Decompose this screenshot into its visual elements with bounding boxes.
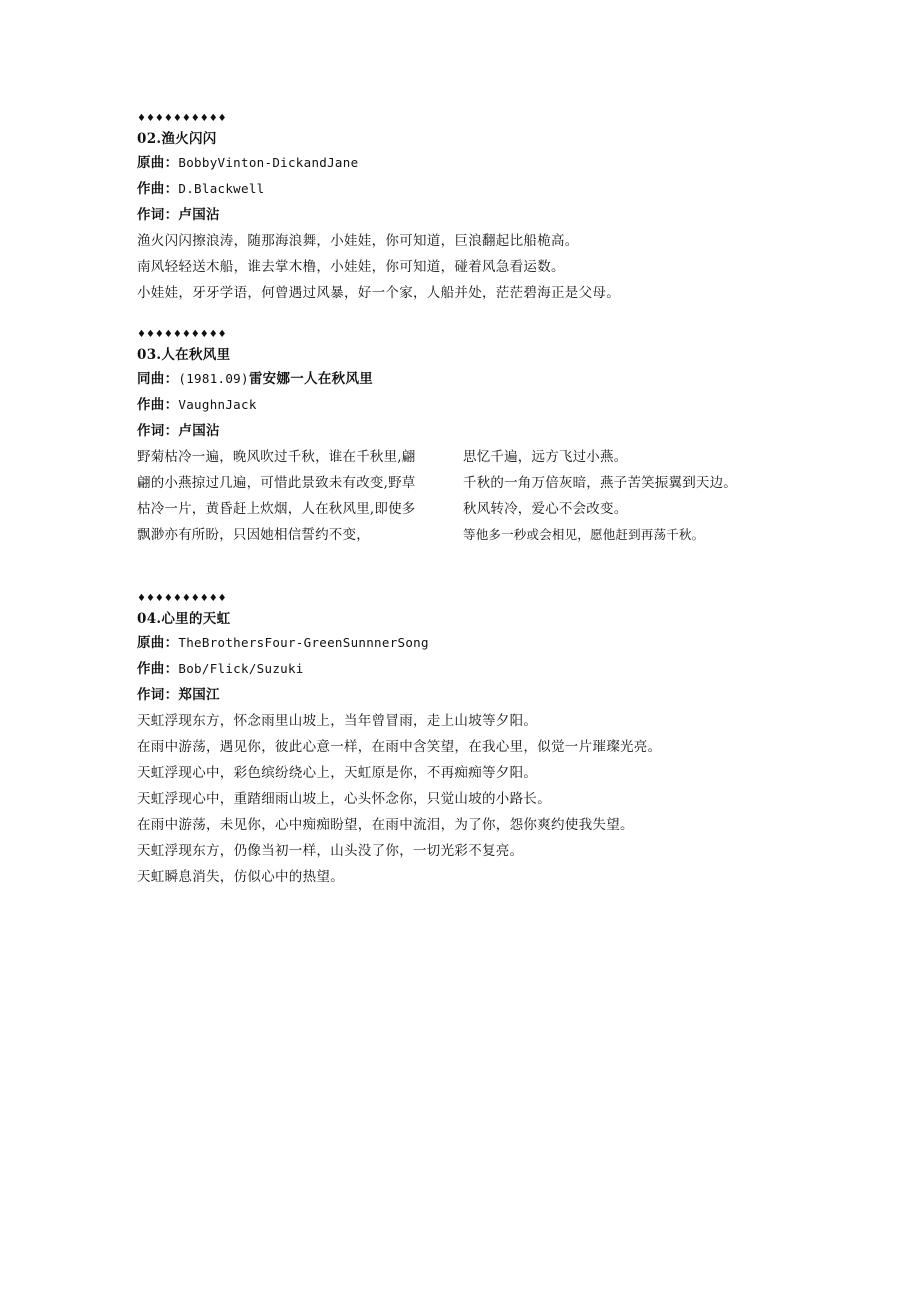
lyric-line: 天虹浮现东方，怀念雨里山坡上，当年曾冒雨，走上山坡等夕阳。 bbox=[137, 713, 538, 729]
lyric-line: 南风轻轻送木船，谁去掌木橹，小娃娃，你可知道，碰着风急看运数。 bbox=[137, 259, 565, 275]
lyric-line: 天虹浮现心中，重踏细雨山坡上，心头怀念你，只觉山坡的小路长。 bbox=[137, 791, 551, 807]
lyric-line: 枯冷一片，黄昏赶上炊烟，人在秋风里,即使多 bbox=[137, 501, 416, 517]
lyrics-right-column bbox=[463, 444, 793, 548]
composer-label: 作曲： bbox=[137, 661, 179, 677]
lyric-line: 秋风转冷，爱心不会改变。 bbox=[463, 501, 628, 517]
lyricist-value: 卢国沾 bbox=[178, 207, 220, 223]
lyricist-line bbox=[137, 202, 787, 228]
two-column-lyrics bbox=[137, 444, 787, 548]
lyric-line: 等他多一秒或会相见，愿他赶到再荡千秋。 bbox=[463, 527, 705, 542]
song-section-04 bbox=[137, 590, 787, 890]
composer-line bbox=[137, 656, 787, 682]
composer-value: Bob/Flick/Suzuki bbox=[178, 661, 304, 676]
lyric-line: 翩的小燕掠过几遍，可惜此景致未有改变,野草 bbox=[137, 475, 416, 491]
diamond-separator: ♦♦♦♦♦♦♦♦♦♦ bbox=[137, 329, 227, 340]
lyric-line: 在雨中游荡，遇见你，彼此心意一样，在雨中含笑望，在我心里，似觉一片璀璨光亮。 bbox=[137, 739, 662, 755]
composer-label: 作曲： bbox=[137, 181, 179, 197]
original-label: 原曲： bbox=[137, 155, 179, 171]
original-song-line bbox=[137, 150, 787, 176]
lyric-line: 思忆千遍，远方飞过小燕。 bbox=[463, 449, 628, 465]
diamond-separator: ♦♦♦♦♦♦♦♦♦♦ bbox=[137, 113, 227, 124]
lyric-line: 小娃娃，牙牙学语，何曾遇过风暴，好一个家，人船并处，茫茫碧海正是父母。 bbox=[137, 285, 620, 301]
original-date: (1981.09) bbox=[178, 371, 249, 386]
lyric-line: 渔火闪闪擦浪涛，随那海浪舞，小娃娃，你可知道，巨浪翻起比船桅高。 bbox=[137, 233, 579, 249]
composer-value: D.Blackwell bbox=[178, 181, 265, 196]
composer-line bbox=[137, 176, 787, 202]
original-label: 同曲： bbox=[137, 371, 179, 387]
document-page bbox=[137, 110, 787, 890]
section-gap bbox=[137, 548, 787, 590]
original-value: TheBrothersFour-GreenSunnnerSong bbox=[178, 635, 429, 650]
lyricist-label: 作词： bbox=[137, 423, 179, 439]
lyric-line: 飘渺亦有所盼，只因她相信誓约不变， bbox=[137, 527, 370, 543]
original-song-line bbox=[137, 630, 787, 656]
lyric-line: 千秋的一角万倍灰暗，燕子苦笑振翼到天边。 bbox=[463, 475, 737, 491]
section-gap bbox=[137, 306, 787, 326]
song-title: 02.渔火闪闪 bbox=[137, 131, 217, 147]
lyric-line: 天虹浮现心中，彩色缤纷绕心上，天虹原是你，不再痴痴等夕阳。 bbox=[137, 765, 538, 781]
original-label: 原曲： bbox=[137, 635, 179, 651]
original-value: 雷安娜一人在秋风里 bbox=[248, 371, 374, 387]
original-value: BobbyVinton-DickandJane bbox=[178, 155, 359, 170]
diamond-separator: ♦♦♦♦♦♦♦♦♦♦ bbox=[137, 593, 227, 604]
lyricist-label: 作词： bbox=[137, 207, 179, 223]
lyricist-line bbox=[137, 682, 787, 708]
song-section-03 bbox=[137, 326, 787, 548]
lyric-line: 野菊枯冷一遍，晚风吹过千秋，谁在千秋里,翩 bbox=[137, 449, 416, 465]
composer-label: 作曲： bbox=[137, 397, 179, 413]
lyrics-left-column bbox=[137, 444, 457, 548]
lyricist-value: 郑国江 bbox=[178, 687, 220, 703]
composer-value: VaughnJack bbox=[178, 397, 257, 412]
song-title: 04.心里的天虹 bbox=[137, 611, 231, 627]
song-title: 03.人在秋风里 bbox=[137, 347, 231, 363]
song-section-02 bbox=[137, 110, 787, 306]
lyric-line: 天虹瞬息消失，仿似心中的热望。 bbox=[137, 869, 344, 885]
lyricist-value: 卢国沾 bbox=[178, 423, 220, 439]
composer-line bbox=[137, 392, 787, 418]
lyric-line: 在雨中游荡，未见你，心中痴痴盼望，在雨中流泪，为了你，怨你爽约使我失望。 bbox=[137, 817, 634, 833]
lyric-line: 天虹浮现东方，仍像当初一样，山头没了你，一切光彩不复亮。 bbox=[137, 843, 524, 859]
original-song-line bbox=[137, 366, 787, 392]
lyricist-label: 作词： bbox=[137, 687, 179, 703]
lyricist-line bbox=[137, 418, 787, 444]
